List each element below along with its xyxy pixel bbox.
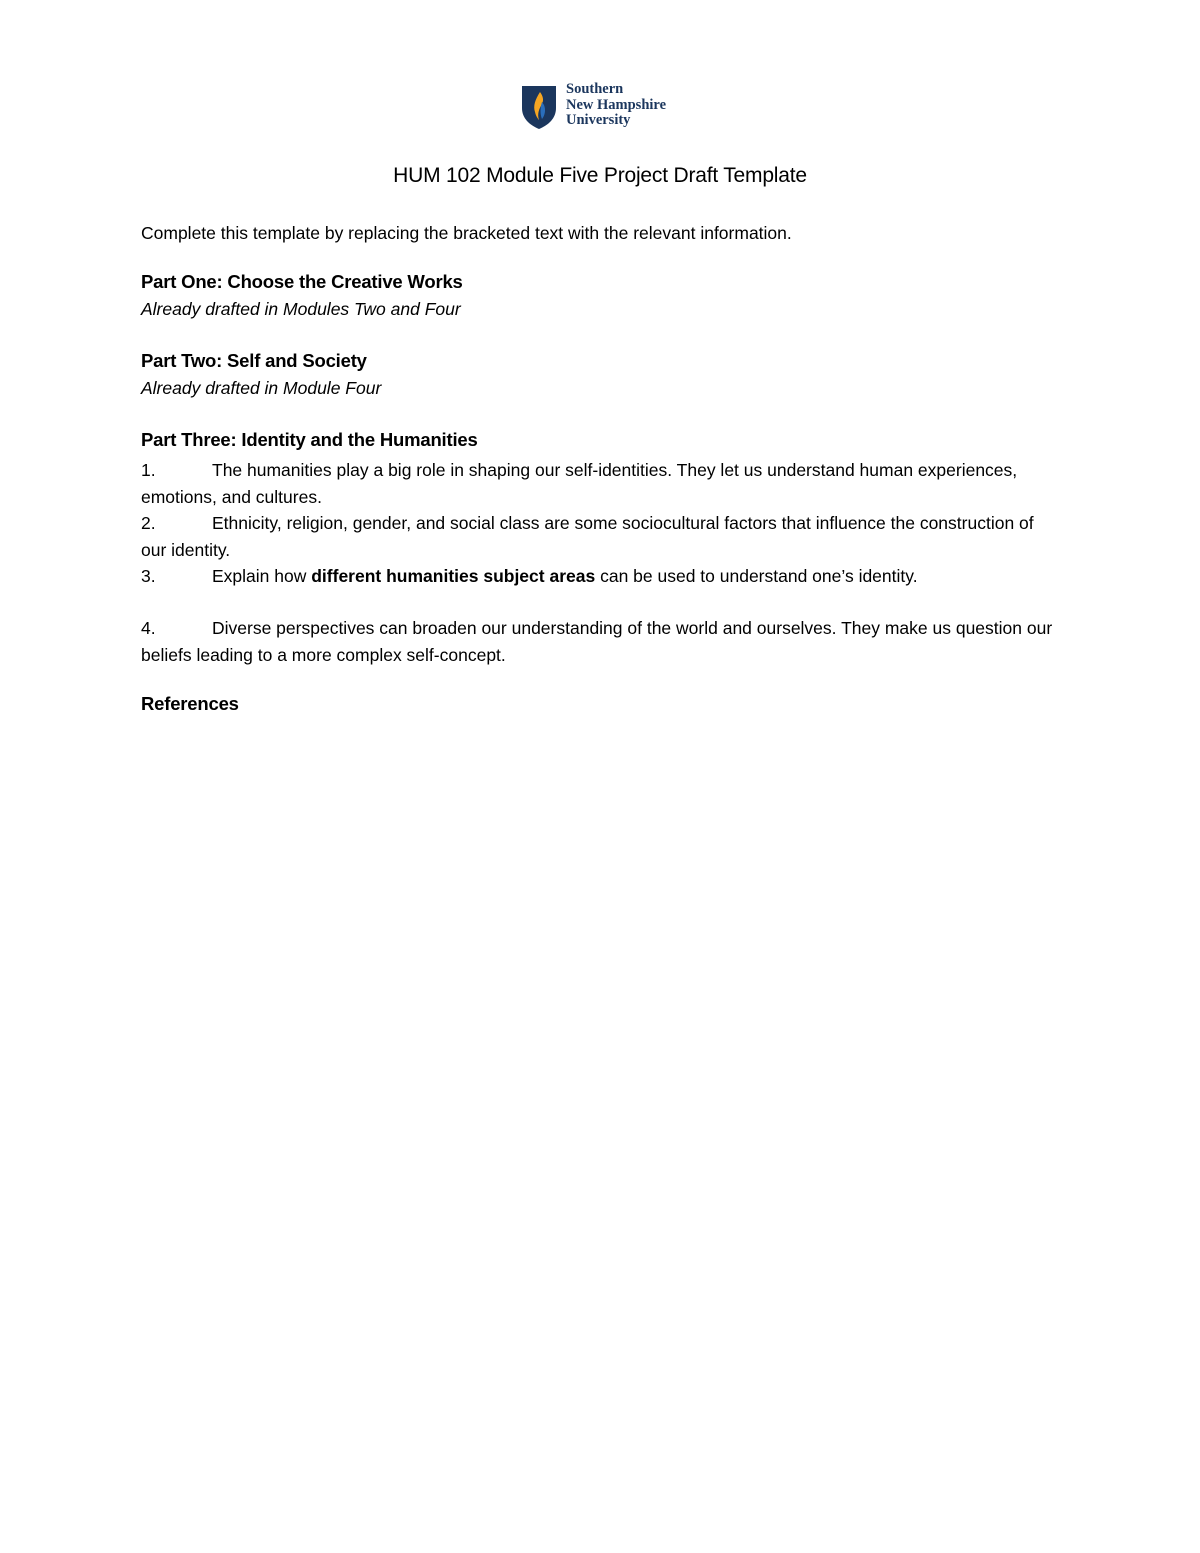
part-three-heading: Part Three: Identity and the Humanities: [141, 429, 478, 450]
list-item: [141, 615, 1061, 668]
logo-line-1: Southern: [566, 81, 624, 97]
list-item: [141, 510, 1061, 563]
references-heading: References: [141, 693, 239, 714]
logo-wordmark: [566, 82, 666, 129]
list-item-bold-text: different humanities subject areas: [311, 566, 596, 586]
instructions-text: Complete this template by replacing the bracketed text with the relevant information.: [141, 223, 792, 243]
list-item-text: Diverse perspectives can broaden our understanding of the world and ourselves. They make us question our beliefs leading to a more complex self-concept.: [141, 618, 1053, 665]
part-one-note: Already drafted in Modules Two and Four: [141, 299, 461, 319]
document-title: HUM 102 Module Five Project Draft Template: [393, 164, 807, 187]
part-two-note: Already drafted in Module Four: [141, 378, 382, 398]
list-item: [141, 457, 1061, 510]
list-item-number: 1.: [141, 460, 156, 480]
list-item-text: Ethnicity, religion, gender, and social class are some sociocultural factors that influence the construction of our identity.: [141, 513, 1034, 560]
list-item-text-before: Explain how: [212, 566, 312, 586]
list-item-number: 3.: [141, 566, 156, 586]
list-item: [141, 563, 1061, 590]
logo-line-3: University: [566, 112, 631, 128]
list-item-text: The humanities play a big role in shaping our self-identities. They let us understand human experiences, emotions, and cultures.: [141, 460, 1018, 507]
part-one-heading: Part One: Choose the Creative Works: [141, 271, 463, 292]
list-item-number: 2.: [141, 513, 156, 533]
part-two-heading: Part Two: Self and Society: [141, 350, 367, 371]
university-logo: [520, 82, 690, 134]
logo-line-2: New Hampshire: [566, 96, 667, 113]
list-item-text-after: can be used to understand one’s identity.: [595, 566, 918, 586]
list-item-number: 4.: [141, 618, 156, 638]
snhu-shield-icon: [520, 84, 558, 130]
